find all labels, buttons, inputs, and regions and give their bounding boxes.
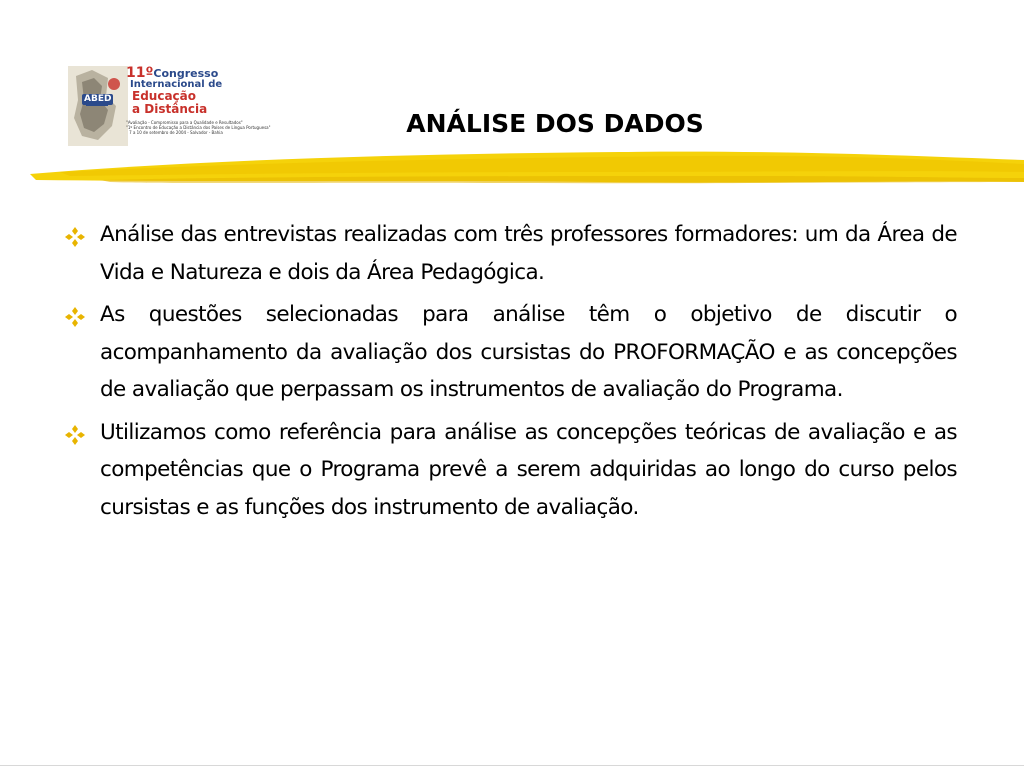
list-item — [64, 216, 957, 291]
diamond-cluster-icon — [64, 306, 86, 328]
logo-line-educacao: Educação — [132, 89, 196, 103]
bullet-list — [64, 216, 957, 526]
logo-subtitle-3: 7 a 10 de setembro de 2004 - Salvador - Bahia — [129, 130, 223, 135]
logo-line-internacional: Internacional de — [130, 79, 223, 90]
logo-line-distancia: a Distância — [132, 102, 208, 116]
logo-subtitle-1: "Avaliação - Compromisso para a Qualidade e Resultados" — [126, 120, 243, 125]
logo-text — [126, 65, 271, 146]
list-item — [64, 296, 957, 409]
logo-edition-word: Congresso — [153, 67, 219, 80]
bullet-text: Análise das entrevistas realizadas com três professores formadores: um da Área de Vida e Natureza e dois da Área Pedagógica. — [100, 222, 957, 285]
emblem-icon — [68, 66, 128, 146]
diamond-cluster-icon — [64, 424, 86, 446]
logo-edition-number: 11º — [126, 65, 154, 81]
logo-subtitle-2: "1º Encontro de Educação a Distância dos Países de Língua Portuguesa" — [126, 125, 271, 130]
slide-title: ANÁLISE DOS DADOS — [406, 109, 704, 138]
highlighter-stroke — [0, 142, 1024, 192]
bullet-text: Utilizamos como referência para análise as concepções teóricas de avaliação e as competências que o Programa prevê a serem adquiridas ao longo do curso pelos cursistas e as funções dos instrumento de avaliação. — [100, 419, 957, 520]
congress-logo — [68, 65, 271, 146]
list-item — [64, 414, 957, 527]
bullet-text: As questões selecionadas para análise têm o objetivo de discutir o acompanhamento da avaliação dos cursistas do PROFORMAÇÃO e as concepções de avaliação que perpassam os instrumentos de avaliação do Programa. — [100, 302, 957, 402]
bottom-divider — [0, 765, 1024, 766]
diamond-cluster-icon — [64, 226, 86, 248]
abed-badge: ABED — [84, 94, 112, 104]
